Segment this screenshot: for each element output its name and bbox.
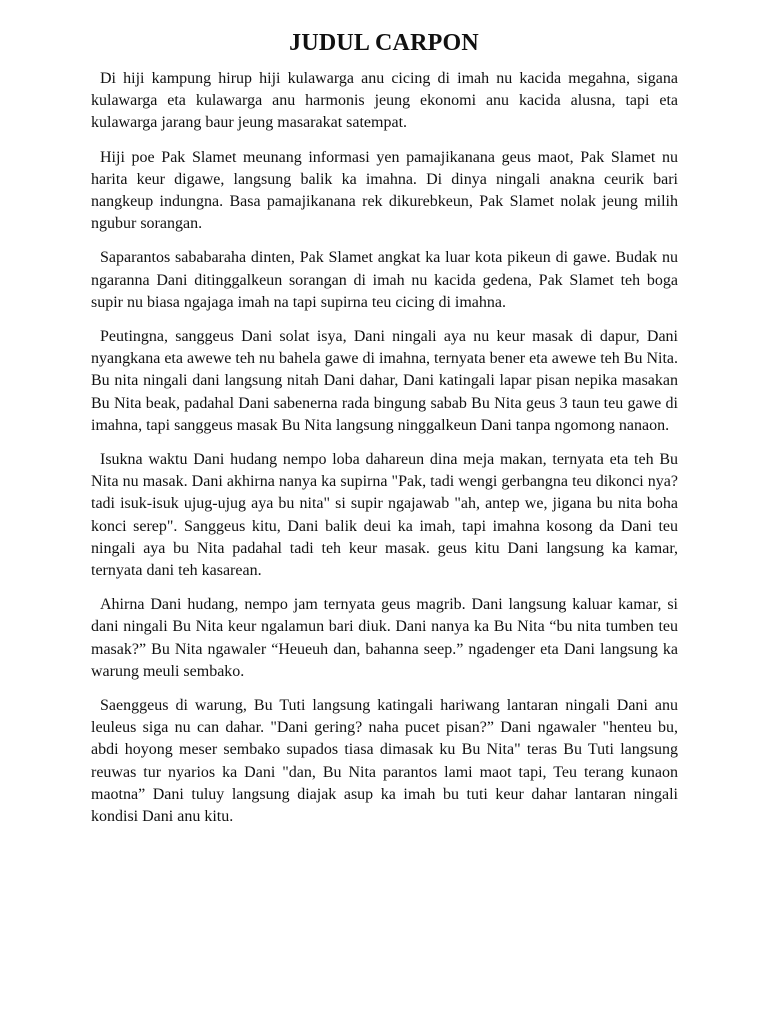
paragraph-4: Peutingna, sanggeus Dani solat isya, Dani ningali aya nu keur masak di dapur, Dani nyangkana eta awewe teh nu bahela gawe di imahna, ternyata bener eta awewe teh Bu Nita. Bu nita ningali dani langsung nitah Dani dahar, Dani katingali lapar pisan nepika masakan Bu Nita beak, padahal Dani sabenerna rada bingung sabab Bu Nita geus 3 taun teu gawe di imahna, tapi sanggeus masak Bu Nita langsung ninggalkeun Dani tanpa ngomong nanaon. xyxy=(91,328,678,434)
paragraph-7: Saenggeus di warung, Bu Tuti langsung katingali hariwang lantaran ningali Dani anu leuleus siga nu can dahar. "Dani gering? naha pucet pisan?” Dani ngawaler "henteu bu, abdi hoyong meser sembako supados tiasa dimasak ku Bu Nita" teras Bu Tuti langsung reuwas tur nyarios ka Dani "dan, Bu Nita parantos lami maot tapi, Teu terang kunaon maotna” Dani tuluy langsung diajak asup ka imah bu tuti keur dahar lantaran ningali kondisi Dani anu kitu. xyxy=(91,697,678,826)
paragraph-6: Ahirna Dani hudang, nempo jam ternyata geus magrib. Dani langsung kaluar kamar, si dani ningali Bu Nita keur ngalamun bari diuk. Dani nanya ka Bu Nita “bu nita tumben teu masak?” Bu Nita ngawaler “Heueuh dan, bahanna seep.” ngadenger eta Dani langsung ka warung meuli sembako. xyxy=(91,596,678,680)
document-title: JUDUL CARPON xyxy=(289,30,479,56)
paragraph-5: Isukna waktu Dani hudang nempo loba dahareun dina meja makan, ternyata eta teh Bu Nita nu masak. Dani akhirna nanya ka supirna "Pak, tadi wengi gerbangna teu dikonci nya? tadi isuk-isuk ujug-ujug aya bu nita" si supir ngajawab "ah, antep we, jigana bu nita boha konci serep". Sanggeus kitu, Dani balik deui ka imah, tapi imahna kosong da Dani teu ningali aya bu Nita padahal tadi teh keur masak. geus kitu Dani langsung ka kamar, ternyata dani teh kasarean. xyxy=(91,451,678,580)
paragraph-2: Hiji poe Pak Slamet meunang informasi yen pamajikanana geus maot, Pak Slamet nu harita keur digawe, langsung balik ka imahna. Di dinya ningali anakna ceurik bari nangkeup indungna. Basa pamajikanana rek dikurebkeun, Pak Slamet nolak jeung milih ngubur sorangan. xyxy=(91,148,678,233)
document-body xyxy=(91,68,678,840)
paragraph-1: Di hiji kampung hirup hiji kulawarga anu cicing di imah nu kacida megahna, sigana kulawarga eta kulawarga anu harmonis jeung ekonomi anu kacida alusna, tapi eta kulawarga jarang baur jeung masarakat satempat. xyxy=(91,70,678,132)
paragraph-3: Saparantos sababaraha dinten, Pak Slamet angkat ka luar kota pikeun di gawe. Budak nu ngaranna Dani ditinggalkeun sorangan di imah nu kacida gedena, Pak Slamet teh boga supir nu biasa ngajaga imah na tapi supirna teu cicing di imahna. xyxy=(91,249,678,311)
